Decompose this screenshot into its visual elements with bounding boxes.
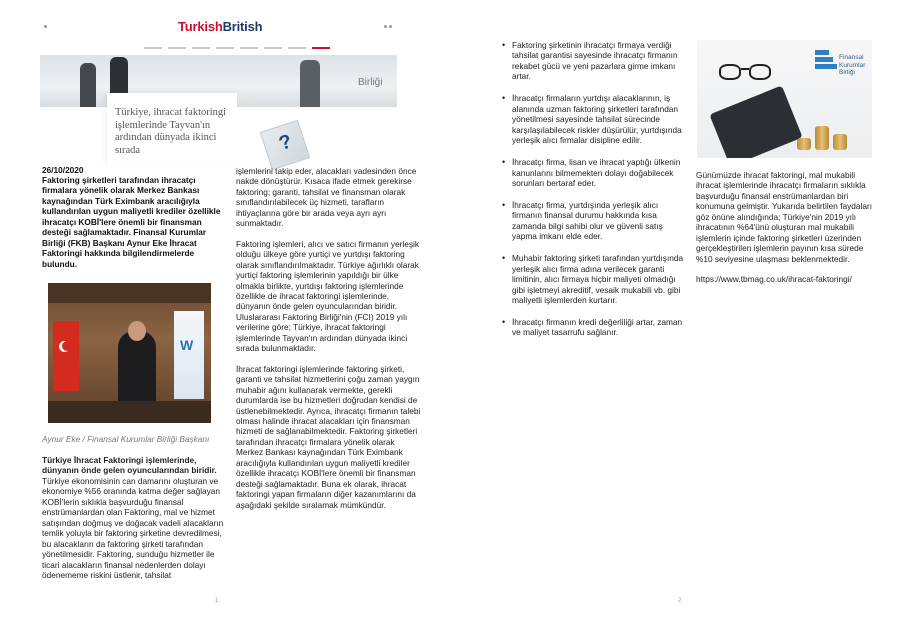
logo-part-british: British	[222, 19, 263, 34]
nav-item[interactable]	[144, 47, 162, 49]
coin-stack-icon	[833, 134, 847, 150]
header-dot-right-1	[384, 25, 387, 28]
coin-stack-icon	[797, 138, 811, 150]
list-item: • İhracatçı firma, lisan ve ihracat yaptığı ülkenin kanunlarını bilmemekten dolayı doğabilecek sorunları bertaraf eder.	[502, 157, 684, 188]
turkishbritish-logo[interactable]	[178, 19, 262, 34]
faq-booklet-icon: ?	[260, 120, 310, 170]
list-item: • İhracatçı firmanın kredi değerliliği artar, zaman ve maliyet tasarrufu sağlanır.	[502, 317, 684, 338]
turkish-flag-icon	[53, 321, 79, 391]
article-date: 26/10/2020	[42, 165, 84, 175]
article-intro-paragraph: Türkiye ekonomisinin can damarını oluşturan ve ekonomiye %56 oranında katma değer sağlayan KOBİ'lerin sıklıkla başvurduğu finansal enstrümanlardan olan Faktoring, mal ve hizmet satışından doğmuş ve doğacak vadeli alacakların temlik yoluyla bir faktoring şirketine devredilmesi, bu alacakların da faktoring şirketi tarafından yönetilmesidir. Faktoring, sunduğu hizmetler ile ticari alacakların finansal nedenlerden dolayı ödenememe riskini üstlenir, tahsilat	[42, 475, 224, 580]
header-dot-left	[44, 25, 47, 28]
site-navbar	[40, 42, 397, 54]
article-col2-body	[236, 166, 422, 520]
person-head-shape	[128, 321, 146, 341]
glasses-bridge-shape	[741, 68, 749, 70]
page-number-2: 2	[678, 598, 682, 604]
calculator-image	[697, 40, 872, 158]
hero-person-icon	[80, 63, 96, 107]
list-item: • İhracatçı firmaların yurtdışı alacaklarının, iş alanında uzman faktoring şirketleri tarafından yönetilmesi sayesinde tahsilat sürecinde karşılaşılabilecek riskler düşürülür, yurtdışında yerleşik alıcı firmalar disipline edilir.	[502, 93, 684, 145]
header-dot-right-2	[389, 25, 392, 28]
article-subhead: Türkiye İhracat Faktoringi işlemlerinde, dünyanın önde gelen oyuncularından biridir.	[42, 455, 217, 476]
glasses-icon	[749, 64, 771, 80]
nav-item[interactable]	[264, 47, 282, 49]
glasses-icon	[719, 64, 741, 80]
list-item: • Muhabir faktoring şirketi tarafından yurtdışında yerleşik alıcı firma adına verilecek garanti limitinin, alıcı firmaya hiçbir maliyeti olmadığı gibi işletmeyi akreditif, vesaik mukabili vb. gibi maliyetli işlemlerden kurtarır.	[502, 253, 684, 305]
page-2	[450, 0, 900, 630]
list-item: • Faktoring şirketinin ihracatçı firmaya verdiği tahsilat garantisi sayesinde ihracatçı firmanın rekabet gücü ve yeni pazarlara girme imkanı artar.	[502, 40, 684, 82]
shelf-shape	[48, 283, 211, 303]
photo-caption: Aynur Eke / Finansal Kurumlar Birliği Başkanı	[42, 434, 210, 444]
portrait-photo	[48, 283, 211, 423]
benefits-list	[502, 40, 684, 349]
article-lead: Faktoring şirketleri tarafından ihracatçı firmalara yönelik olarak Merkez Bankası kaynağından Türk Eximbank aracılığıyla kullandırılan uygun maliyetli krediler özellikle ihracatçı KOBİ'lere önemli bir finansman desteği sağlamaktadır. Finansal Kurumlar Birliği (FKB) Başkanı Aynur Eke İhracat Faktoringi hakkında bilgilendirmelerde bulundu.	[42, 175, 221, 269]
nav-item[interactable]	[216, 47, 234, 49]
col2-paragraph-3: İhracat faktoringi işlemlerinde faktoring şirketi, garanti ve tahsilat hizmetlerini çoğu zaman yaygın muhabir ağını kullanarak vermekte, gerekli durumlarda ise bu hizmetleri doğrudan kendisi de üstlenebilmektedir. Ayrıca, ihracatçı firmanın talebi olması halinde ihracat alacakları için finansman hizmeti de sağlanabilmektedir. Faktoring şirketleri tarafından ihracatçı firmalara yönelik olarak Merkez Bankası kaynağından Türk Eximbank aracılığıyla kullandırılan uygun maliyetli krediler özellikle ihracatçı KOBİ'lere önemli bir finansman desteği sağlamaktadır. Buna ek olarak, ihracat faktoringi yapan firmaların diğer kazanımlarını da aşağıdaki şekilde sıralamak mümkündür.	[236, 363, 421, 510]
fkb-banner-icon: W	[174, 311, 204, 399]
logo-part-turkish: Turkish	[178, 19, 223, 34]
nav-item[interactable]	[192, 47, 210, 49]
nav-item[interactable]	[240, 47, 258, 49]
col2-paragraph-1: işlemlerini takip eder, alacakları vadesinden önce nakde dönüştürür. Kısaca ifade etmek gerekirse faktoring; garanti, tahsilat ve finansman olarak sınıflandırılabilecek üç hizmeti, tarafların ihtiyaçlarına göre bir arada veya ayrı ayrı sunmaktadır.	[236, 166, 417, 229]
col2-paragraph-2: Faktoring işlemleri, alıcı ve satıcı firmanın yerleşik olduğu ülkeye göre yurtiçi ve yurtdışı faktoring olarak sınıflandırılmaktadır. Türkiye ağırlıklı olarak yurtiçi faktoring işlemlerinin yapıldığı bir ülke olmakla birlikte, yurtdışı faktoring işlemlerinde özellikle de ihracat faktoringi işlemlerinde, dünyanın önde gelen oyuncularından biridir. Uluslararası Faktoring Birliği'nin (FCI) 2019 yılı verilerine göre; Türkiye, ihracat faktoringi işlemlerinde Tayvan'ın ardından dünyada ikinci sırada bulunmaktadır.	[236, 238, 420, 354]
desk-shape	[48, 401, 211, 423]
article-title: Türkiye, ihracat faktoringi işlemlerinde Tayvan'ın ardından dünyada ikinci sırada	[115, 107, 227, 156]
list-item: • İhracatçı firma, yurtdışında yerleşik alıcı firmanın finansal durumu hakkında kısa zamanda bilgi sahibi olur ve güvenli satış yapma imkanı elde eder.	[502, 200, 684, 242]
source-link[interactable]: https://www.tbmag.co.uk/ihracat-faktoringi/	[696, 274, 852, 285]
coin-stack-icon	[815, 126, 829, 150]
col4-paragraph-1: Günümüzde ihracat faktoringi, mal mukabili ihracat işlemlerinde ihracatçı firmaların sıklıkla başvurduğu finansal enstrümanlardan biri konumuna gelmiştir. Yukarıda belirtilen faydaları göz önüne alındığında; Türkiye'nin 2019 yılı ihracatının %64'ünü oluşturan mal mukabili işlemlerin içinde faktoring şirketleri üzerinden gerçekleştirilen işlemlerin payının kısa sürede %10 seviyesine ulaşması beklenmektedir.	[696, 170, 873, 264]
nav-item[interactable]	[288, 47, 306, 49]
fkb-logo-text: Finansal Kurumlar Birliği	[839, 54, 866, 76]
fkb-logo-icon	[815, 50, 837, 72]
article-col4-body	[696, 170, 876, 295]
page-number-1: 1	[215, 598, 219, 604]
nav-item[interactable]	[168, 47, 186, 49]
nav-item-active[interactable]	[312, 47, 330, 49]
crescent-cutout-shape	[62, 341, 72, 351]
article-title-box	[107, 93, 237, 165]
article-col1-body	[42, 455, 224, 580]
hero-person-icon	[300, 60, 320, 107]
calculator-icon	[709, 85, 802, 158]
hero-label: Birliği	[358, 77, 383, 88]
